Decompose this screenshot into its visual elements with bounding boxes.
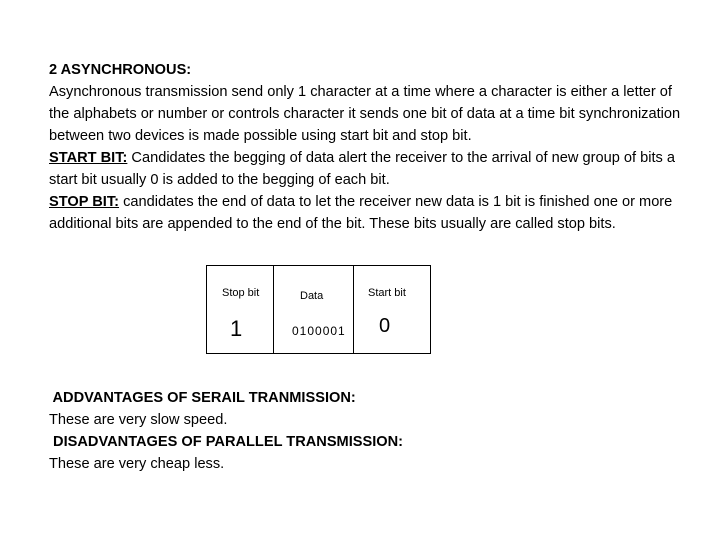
start-bit-term: START BIT:	[49, 150, 128, 166]
intro-paragraph: Asynchronous transmission send only 1 character at a time where a character is either a letter of the alphabets or number or controls character it sends one bit of data at a time bit synchronization between two devices is made possible using start bit and stop bit.	[49, 84, 681, 144]
stop-bit-term: STOP BIT:	[49, 194, 120, 210]
advantages-heading: ADDVANTAGES OF SERAIL TRANMISSION:	[49, 390, 356, 406]
main-text-block	[49, 59, 689, 235]
frame-divider-left	[273, 266, 274, 353]
data-value: 0100001	[292, 324, 346, 338]
stop-bit-value: 1	[230, 316, 243, 341]
start-bit-label: Start bit	[368, 287, 406, 299]
start-bit-value: 0	[379, 315, 391, 337]
disadvantages-heading: DISADVANTAGES OF PARALLEL TRANSMISSION:	[49, 434, 404, 450]
bit-frame-diagram	[206, 265, 431, 354]
start-bit-description: Candidates the begging of data alert the receiver to the arrival of new group of bits a start bit usually 0 is added to the begging of each bit.	[49, 150, 675, 188]
data-label: Data	[300, 290, 324, 302]
advantages-text: These are very slow speed.	[49, 412, 228, 428]
frame-divider-right	[353, 266, 354, 353]
heading-asynchronous: 2 ASYNCHRONOUS:	[49, 62, 192, 78]
stop-bit-description: candidates the end of data to let the receiver new data is 1 bit is finished one or more additional bits are appended to the end of the bit. These bits usually are called stop bits.	[49, 194, 673, 232]
disadvantages-text: These are very cheap less.	[49, 456, 225, 472]
stop-bit-label: Stop bit	[222, 287, 260, 299]
footer-text-block	[49, 387, 689, 475]
